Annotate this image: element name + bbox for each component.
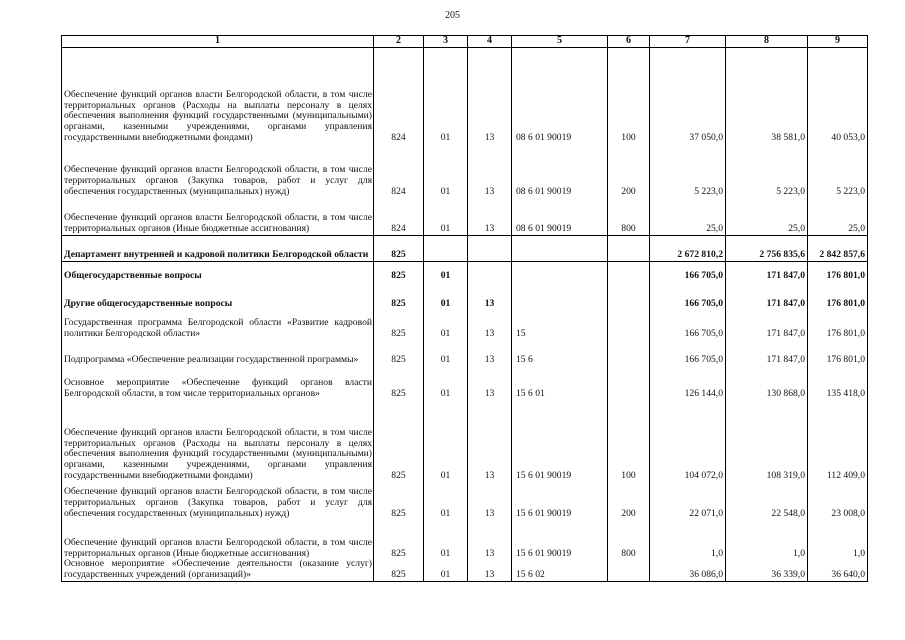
- table-row: [62, 281, 868, 309]
- row-amount-9: 112 409,0: [808, 399, 868, 481]
- row-description: Основное мероприятие «Обеспечение функций органов власти Белгородской области, в том числе территориальных органов»: [62, 365, 374, 399]
- row-code-3: 01: [424, 143, 468, 197]
- row-code-2: 825: [374, 519, 424, 559]
- column-header: 2: [374, 36, 424, 48]
- row-code-4: 13: [468, 143, 512, 197]
- column-header: 6: [608, 36, 650, 48]
- row-code-6: [608, 365, 650, 399]
- row-amount-9: 1,0: [808, 519, 868, 559]
- row-amount-8: 108 319,0: [726, 399, 808, 481]
- table-row: [62, 47, 868, 143]
- row-code-6: [608, 309, 650, 339]
- row-amount-8: 1,0: [726, 519, 808, 559]
- row-amount-7: 2 672 810,2: [650, 235, 726, 261]
- budget-table: [61, 35, 868, 582]
- row-amount-7: 25,0: [650, 197, 726, 235]
- row-amount-7: 166 705,0: [650, 281, 726, 309]
- table-row: [62, 197, 868, 235]
- row-code-5: 15: [512, 309, 608, 339]
- row-amount-9: 25,0: [808, 197, 868, 235]
- row-code-3: 01: [424, 197, 468, 235]
- column-header: 3: [424, 36, 468, 48]
- row-amount-9: 5 223,0: [808, 143, 868, 197]
- table-row: [62, 481, 868, 519]
- row-code-4: [468, 235, 512, 261]
- row-code-5: 08 6 01 90019: [512, 197, 608, 235]
- row-amount-8: 22 548,0: [726, 481, 808, 519]
- row-amount-9: 176 801,0: [808, 261, 868, 281]
- row-description: Основное мероприятие «Обеспечение деятельности (оказание услуг) государственных учреждений (организаций)»: [62, 559, 374, 581]
- row-code-4: 13: [468, 47, 512, 143]
- row-amount-7: 37 050,0: [650, 47, 726, 143]
- row-amount-9: 176 801,0: [808, 339, 868, 365]
- row-code-5: 15 6 01 90019: [512, 399, 608, 481]
- row-code-4: 13: [468, 309, 512, 339]
- row-code-3: 01: [424, 559, 468, 581]
- page-number: 205: [445, 10, 460, 21]
- row-code-5: 15 6 01 90019: [512, 481, 608, 519]
- row-code-6: 800: [608, 519, 650, 559]
- row-code-3: 01: [424, 309, 468, 339]
- row-code-5: [512, 281, 608, 309]
- row-code-6: 200: [608, 481, 650, 519]
- table-row-department: [62, 235, 868, 261]
- row-code-2: 825: [374, 559, 424, 581]
- row-amount-8: 171 847,0: [726, 309, 808, 339]
- row-code-6: [608, 235, 650, 261]
- row-code-6: [608, 281, 650, 309]
- row-description: Общегосударственные вопросы: [62, 261, 374, 281]
- row-code-3: 01: [424, 365, 468, 399]
- row-amount-8: 36 339,0: [726, 559, 808, 581]
- row-amount-9: 2 842 857,6: [808, 235, 868, 261]
- column-header: 9: [808, 36, 868, 48]
- row-description: Государственная программа Белгородской области «Развитие кадровой политики Белгородской области»: [62, 309, 374, 339]
- row-description: Подпрограмма «Обеспечение реализации государственной программы»: [62, 339, 374, 365]
- row-code-5: 08 6 01 90019: [512, 47, 608, 143]
- row-code-6: [608, 559, 650, 581]
- header-row: [62, 36, 868, 48]
- row-code-4: [468, 261, 512, 281]
- column-header: 8: [726, 36, 808, 48]
- row-amount-9: 176 801,0: [808, 309, 868, 339]
- row-amount-7: 36 086,0: [650, 559, 726, 581]
- row-amount-9: 36 640,0: [808, 559, 868, 581]
- row-code-2: 824: [374, 47, 424, 143]
- row-amount-9: 23 008,0: [808, 481, 868, 519]
- column-header: 4: [468, 36, 512, 48]
- row-amount-9: 135 418,0: [808, 365, 868, 399]
- row-code-4: 13: [468, 559, 512, 581]
- table-row: [62, 365, 868, 399]
- row-description: Обеспечение функций органов власти Белгородской области, в том числе территориальных органов (Иные бюджетные ассигнования): [62, 519, 374, 559]
- row-code-3: 01: [424, 281, 468, 309]
- row-amount-8: 171 847,0: [726, 281, 808, 309]
- row-description: Обеспечение функций органов власти Белгородской области, в том числе территориальных органов (Закупка товаров, работ и услуг для обеспечения государственных (муниципальных) нужд): [62, 143, 374, 197]
- row-code-5: 15 6: [512, 339, 608, 365]
- row-code-5: 15 6 01 90019: [512, 519, 608, 559]
- row-code-2: 825: [374, 365, 424, 399]
- row-code-5: [512, 235, 608, 261]
- row-code-3: [424, 235, 468, 261]
- row-code-4: 13: [468, 365, 512, 399]
- row-code-2: 825: [374, 261, 424, 281]
- row-code-6: [608, 339, 650, 365]
- row-description: Департамент внутренней и кадровой политики Белгородской области: [62, 235, 374, 261]
- row-code-2: 825: [374, 481, 424, 519]
- row-amount-8: 130 868,0: [726, 365, 808, 399]
- row-code-5: [512, 261, 608, 281]
- row-amount-9: 176 801,0: [808, 281, 868, 309]
- row-description: Обеспечение функций органов власти Белгородской области, в том числе территориальных органов (Расходы на выплаты персоналу в целях обеспечения выполнения функций государственными (муниципальными) органами, казенными учреждениями, органами управления государственными внебюджетными фондами): [62, 47, 374, 143]
- row-amount-8: 38 581,0: [726, 47, 808, 143]
- row-code-2: 825: [374, 399, 424, 481]
- row-code-3: 01: [424, 261, 468, 281]
- row-description: Обеспечение функций органов власти Белгородской области, в том числе территориальных органов (Закупка товаров, работ и услуг для обеспечения государственных (муниципальных) нужд): [62, 481, 374, 519]
- row-code-4: 13: [468, 339, 512, 365]
- column-header: 7: [650, 36, 726, 48]
- row-amount-7: 126 144,0: [650, 365, 726, 399]
- row-code-6: 100: [608, 399, 650, 481]
- table-row: [62, 309, 868, 339]
- row-description: Другие общегосударственные вопросы: [62, 281, 374, 309]
- row-code-4: 13: [468, 399, 512, 481]
- row-amount-9: 40 053,0: [808, 47, 868, 143]
- row-code-4: 13: [468, 481, 512, 519]
- row-code-6: [608, 261, 650, 281]
- table-row: [62, 559, 868, 581]
- row-code-4: 13: [468, 281, 512, 309]
- row-description: Обеспечение функций органов власти Белгородской области, в том числе территориальных органов (Иные бюджетные ассигнования): [62, 197, 374, 235]
- table-row: [62, 399, 868, 481]
- row-amount-8: 171 847,0: [726, 339, 808, 365]
- row-code-3: 01: [424, 47, 468, 143]
- table-row: [62, 339, 868, 365]
- row-amount-7: 166 705,0: [650, 261, 726, 281]
- row-code-4: 13: [468, 197, 512, 235]
- row-code-2: 825: [374, 281, 424, 309]
- row-amount-7: 1,0: [650, 519, 726, 559]
- row-code-5: 08 6 01 90019: [512, 143, 608, 197]
- row-amount-8: 171 847,0: [726, 261, 808, 281]
- row-amount-7: 166 705,0: [650, 309, 726, 339]
- column-header: 5: [512, 36, 608, 48]
- row-code-6: 200: [608, 143, 650, 197]
- column-header: 1: [62, 36, 374, 48]
- row-amount-8: 5 223,0: [726, 143, 808, 197]
- row-code-2: 825: [374, 235, 424, 261]
- row-amount-8: 2 756 835,6: [726, 235, 808, 261]
- row-code-5: 15 6 01: [512, 365, 608, 399]
- row-code-2: 825: [374, 339, 424, 365]
- table-row: [62, 261, 868, 281]
- row-code-6: 800: [608, 197, 650, 235]
- row-code-4: 13: [468, 519, 512, 559]
- row-amount-7: 5 223,0: [650, 143, 726, 197]
- row-code-3: 01: [424, 399, 468, 481]
- row-description: Обеспечение функций органов власти Белгородской области, в том числе территориальных органов (Расходы на выплаты персоналу в целях обеспечения выполнения функций государственными (муниципальными) органами, казенными учреждениями, органами управления государственными внебюджетными фондами): [62, 399, 374, 481]
- row-amount-8: 25,0: [726, 197, 808, 235]
- row-code-3: 01: [424, 481, 468, 519]
- row-code-2: 825: [374, 309, 424, 339]
- row-code-3: 01: [424, 519, 468, 559]
- row-code-3: 01: [424, 339, 468, 365]
- row-code-6: 100: [608, 47, 650, 143]
- row-amount-7: 166 705,0: [650, 339, 726, 365]
- row-code-5: 15 6 02: [512, 559, 608, 581]
- table-row: [62, 143, 868, 197]
- row-amount-7: 22 071,0: [650, 481, 726, 519]
- row-code-2: 824: [374, 143, 424, 197]
- table-row: [62, 519, 868, 559]
- row-amount-7: 104 072,0: [650, 399, 726, 481]
- row-code-2: 824: [374, 197, 424, 235]
